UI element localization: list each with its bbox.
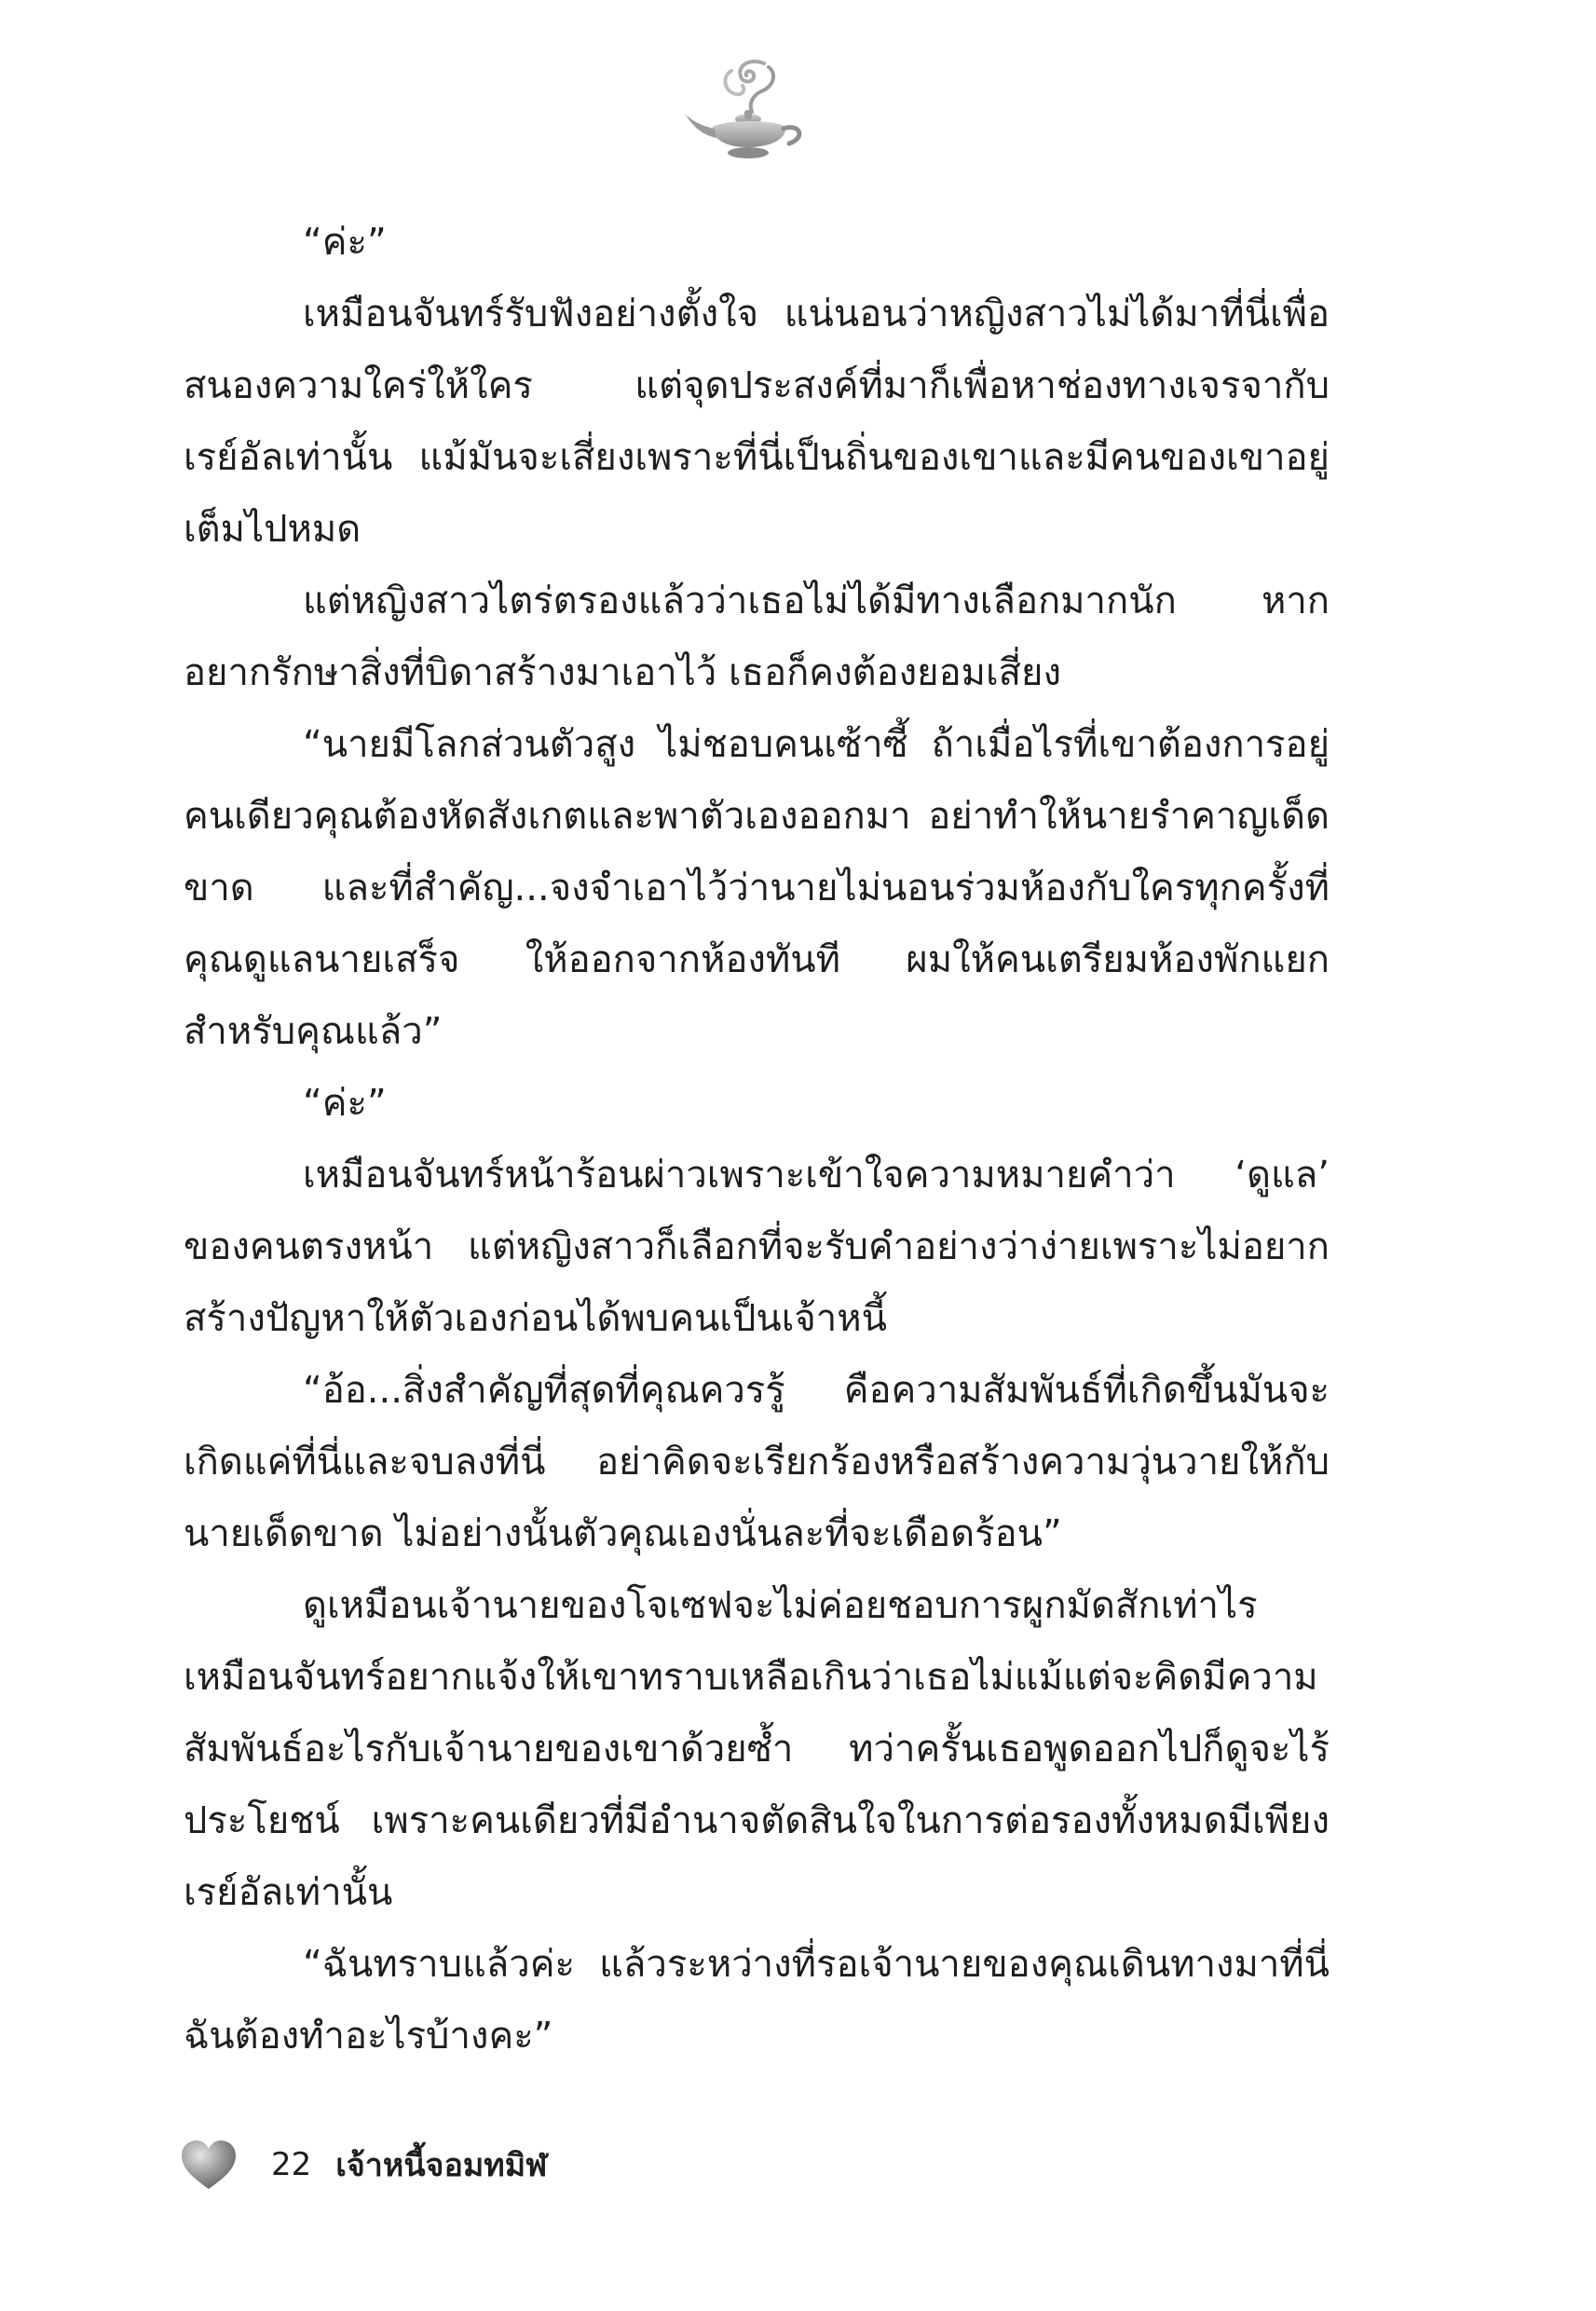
page-footer: [180, 2134, 547, 2195]
paragraph: “ค่ะ”: [303, 221, 387, 264]
genie-lamp-ornament-icon: [675, 54, 815, 166]
paragraph: แต่หญิงสาวไตร่ตรองแล้วว่าเธอไม่ได้มีทางเลือกมากนัก หากอยากรักษาสิ่งที่บิดาสร้างมาเอาไว้ เธอก็คงต้องยอมเสี่ยง: [184, 580, 1330, 694]
heart-icon: [180, 2139, 238, 2191]
paragraph: “นายมีโลกส่วนตัวสูง ไม่ชอบคนเซ้าซี้ ถ้าเมื่อไรที่เขาต้องการอยู่คนเดียวคุณต้องหัดสังเกตและพาตัวเองออกมา อย่าทำให้นายรำคาญเด็ดขาด และที่สำคัญ...จงจำเอาไว้ว่านายไม่นอนร่วมห้องกับใครทุกครั้งที่คุณดูแลนายเสร็จ ให้ออกจากห้องทันที ผมให้คนเตรียมห้องพักแยกสำหรับคุณแล้ว”: [184, 723, 1330, 1053]
page-number: 22: [271, 2146, 312, 2183]
text-body: [184, 207, 1330, 2072]
book-title: เจ้าหนี้จอมทมิฬ: [335, 2147, 548, 2184]
paragraph: “อ้อ...สิ่งสำคัญที่สุดที่คุณควรรู้ คือความสัมพันธ์ที่เกิดขึ้นมันจะเกิดแค่ที่นี่และจบลงที่นี่ อย่าคิดจะเรียกร้องหรือสร้างความวุ่นวายให้กับนายเด็ดขาด ไม่อย่างนั้นตัวคุณเองนั่นละที่จะเดือดร้อน”: [184, 1369, 1330, 1555]
paragraph: “ค่ะ”: [303, 1082, 387, 1125]
paragraph: ดูเหมือนเจ้านายของโจเซฟจะไม่ค่อยชอบการผูกมัดสักเท่าไรเหมือนจันทร์อยากแจ้งให้เขาทราบเหลือเกินว่าเธอไม่แม้แต่จะคิดมีความสัมพันธ์อะไรกับเจ้านายของเขาด้วยซ้ำ ทว่าครั้นเธอพูดออกไปก็ดูจะไร้ประโยชน์ เพราะคนเดียวที่มีอำนาจตัดสินใจในการต่อรองทั้งหมดมีเพียงเรย์อัลเท่านั้น: [184, 1584, 1330, 1914]
paragraph: เหมือนจันทร์รับฟังอย่างตั้งใจ แน่นอนว่าหญิงสาวไม่ได้มาที่นี่เพื่อสนองความใคร่ให้ใคร แต่จุดประสงค์ที่มาก็เพื่อหาช่องทางเจรจากับเรย์อัลเท่านั้น แม้มันจะเสี่ยงเพราะที่นี่เป็นถิ่นของเขาและมีคนของเขาอยู่เต็มไปหมด: [184, 293, 1330, 551]
paragraph: เหมือนจันทร์หน้าร้อนผ่าวเพราะเข้าใจความหมายคำว่า ‘ดูแล’ ของคนตรงหน้า แต่หญิงสาวก็เลือกที่จะรับคำอย่างว่าง่ายเพราะไม่อยากสร้างปัญหาให้ตัวเองก่อนได้พบคนเป็นเจ้าหนี้: [184, 1154, 1330, 1340]
paragraph: “ฉันทราบแล้วค่ะ แล้วระหว่างที่รอเจ้านายของคุณเดินทางมาที่นี่ฉันต้องทำอะไรบ้างคะ”: [184, 1943, 1330, 2058]
